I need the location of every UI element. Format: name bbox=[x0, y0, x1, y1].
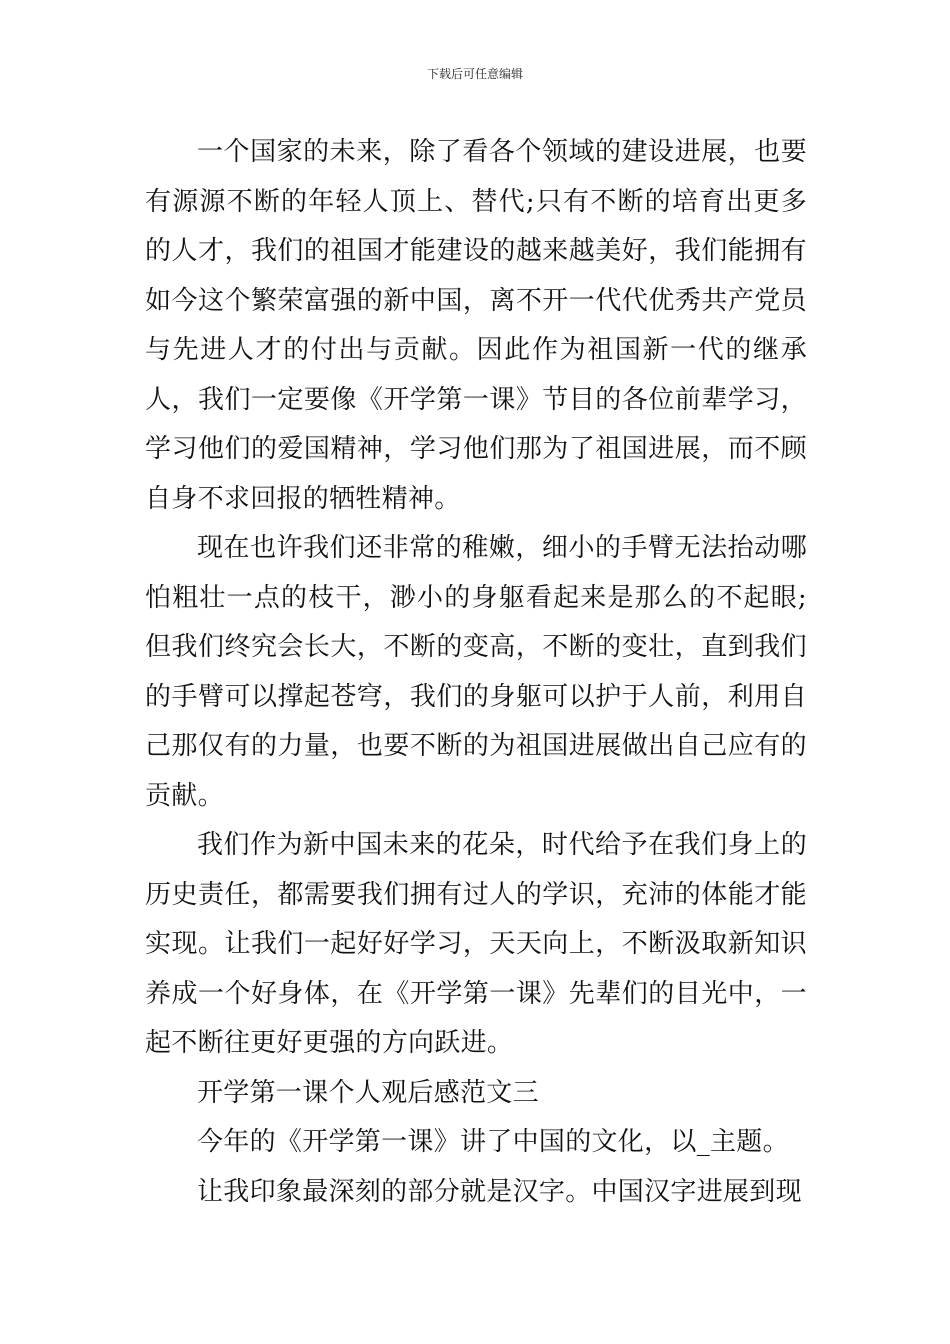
paragraph-1: 一个国家的未来，除了看各个领域的建设进展，也要有源源不断的年轻人顶上、替代;只有不断的培育出更多的人才，我们的祖国才能建设的越来越美好，我们能拥有如今这个繁荣富强的新中国，离不开一代代优秀共产党员与先进人才的付出与贡献。因此作为祖国新一代的继承人，我们一定要像《开学第一课》节目的各位前辈学习，学习他们的爱国精神，学习他们那为了祖国进展，而不顾自身不求回报的牺牲精神。 bbox=[145, 137, 807, 514]
page-header: 下载后可任意编辑 bbox=[426, 67, 523, 81]
document-body bbox=[145, 128, 807, 1217]
last-line: 让我印象最深刻的部分就是汉字。中国汉字进展到现 bbox=[197, 1176, 802, 1207]
section-heading: 开学第一课个人观后感范文三 bbox=[197, 1077, 539, 1108]
paragraph-3: 我们作为新中国未来的花朵，时代给予在我们身上的历史责任，都需要我们拥有过人的学识，充沛的体能才能实现。让我们一起好好学习，天天向上，不断汲取新知识养成一个好身体，在《开学第一课》先辈们的目光中，一起不断往更好更强的方向跃进。 bbox=[145, 830, 807, 1058]
intro-line: 今年的《开学第一课》讲了中国的文化，以_主题。 bbox=[197, 1127, 789, 1157]
paragraph-2: 现在也许我们还非常的稚嫩，细小的手臂无法抬动哪怕粗壮一点的枝干，渺小的身躯看起来是那么的不起眼;但我们终究会长大，不断的变高，不断的变壮，直到我们的手臂可以撑起苍穹，我们的身躯可以护于人前，利用自己那仅有的力量，也要不断的为祖国进展做出自己应有的贡献。 bbox=[145, 533, 807, 811]
